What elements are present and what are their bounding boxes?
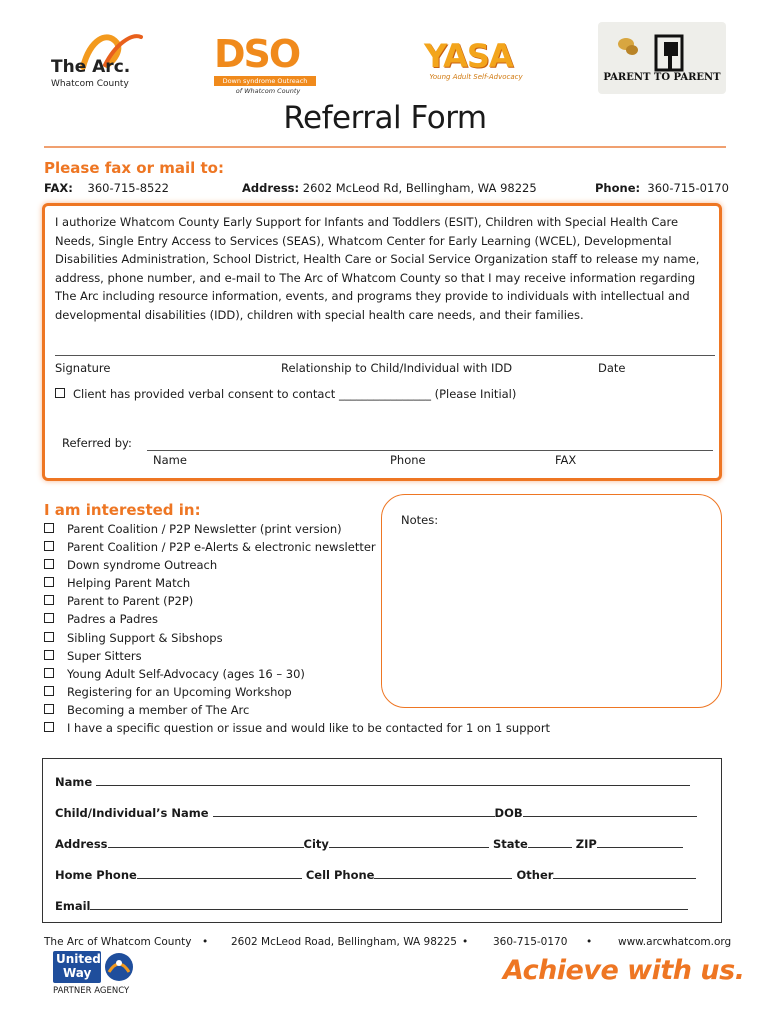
interest-checkbox[interactable] bbox=[44, 650, 54, 660]
arc-logo-name: The Arc. bbox=[51, 57, 131, 77]
address-value: 2602 McLeod Rd, Bellingham, WA 98225 bbox=[302, 181, 537, 195]
phone-line bbox=[595, 180, 729, 197]
referred-name-label: Name bbox=[153, 453, 187, 467]
list-item: Padres a Padres bbox=[44, 610, 550, 628]
address-field-label: Address bbox=[55, 837, 108, 851]
dso-logo-sub2: of Whatcom County bbox=[235, 87, 301, 95]
dso-logo-name: DSO bbox=[214, 32, 300, 76]
list-item: Sibling Support & Sibshops bbox=[44, 629, 550, 647]
the-arc-logo bbox=[45, 25, 155, 95]
name-field-label: Name bbox=[55, 775, 93, 789]
footer-phone: 360-715-0170 bbox=[493, 936, 568, 948]
zip-label: ZIP bbox=[575, 837, 597, 851]
bullet-icon: • bbox=[202, 936, 209, 948]
interest-checkbox[interactable] bbox=[44, 668, 54, 678]
verbal-consent-text: Client has provided verbal consent to contact ________________ (Please Initial) bbox=[73, 387, 517, 401]
dob-label: DOB bbox=[494, 806, 523, 820]
interest-checkbox[interactable] bbox=[44, 523, 54, 533]
footer-address: 2602 McLeod Road, Bellingham, WA 98225 bbox=[231, 936, 457, 948]
list-item: Registering for an Upcoming Workshop bbox=[44, 683, 550, 701]
dso-logo-sub: Down syndrome Outreach bbox=[222, 77, 308, 85]
fax-number: 360-715-8522 bbox=[87, 181, 169, 195]
address-field[interactable] bbox=[55, 837, 683, 851]
list-item: Parent to Parent (P2P) bbox=[44, 592, 550, 610]
yasa-logo bbox=[420, 35, 528, 90]
interest-checkbox[interactable] bbox=[44, 686, 54, 696]
p2p-logo-name: PARENT TO PARENT bbox=[603, 72, 721, 83]
interest-checkbox[interactable] bbox=[44, 613, 54, 623]
relationship-label: Relationship to Child/Individual with IDD bbox=[281, 361, 513, 375]
title-divider bbox=[44, 146, 726, 148]
signature-label: Signature bbox=[55, 361, 111, 375]
child-name-label: Child/Individual’s Name bbox=[55, 806, 209, 820]
united-way-word1: United bbox=[56, 952, 101, 966]
city-label: City bbox=[303, 837, 329, 851]
date-label: Date bbox=[598, 361, 626, 375]
fax-line bbox=[44, 180, 169, 197]
interest-checkbox[interactable] bbox=[44, 577, 54, 587]
united-way-word2: Way bbox=[63, 966, 92, 980]
verbal-consent-row bbox=[55, 386, 516, 403]
other-label: Other bbox=[516, 868, 554, 882]
bullet-icon: • bbox=[586, 936, 593, 948]
interest-checkbox[interactable] bbox=[44, 595, 54, 605]
list-item: Helping Parent Match bbox=[44, 574, 550, 592]
phone-value: 360-715-0170 bbox=[647, 181, 729, 195]
home-phone-label: Home Phone bbox=[55, 868, 137, 882]
list-item: Becoming a member of The Arc bbox=[44, 701, 550, 719]
list-item: Young Adult Self-Advocacy (ages 16 – 30) bbox=[44, 665, 550, 683]
parent-to-parent-logo bbox=[598, 22, 726, 94]
verbal-consent-checkbox[interactable] bbox=[55, 388, 65, 398]
interest-checkbox[interactable] bbox=[44, 704, 54, 714]
tagline: Achieve with us. bbox=[503, 955, 745, 986]
phone-label: Phone: bbox=[595, 181, 641, 195]
interest-checkbox[interactable] bbox=[44, 541, 54, 551]
state-label: State bbox=[492, 837, 528, 851]
name-field[interactable] bbox=[55, 775, 690, 789]
referred-by-label: Referred by: bbox=[62, 436, 132, 450]
interest-checkbox[interactable] bbox=[44, 722, 54, 732]
address-line bbox=[242, 180, 537, 197]
referred-fax-label: FAX bbox=[555, 453, 577, 467]
footer-web[interactable]: www.arcwhatcom.org bbox=[618, 936, 732, 948]
list-item: Super Sitters bbox=[44, 647, 550, 665]
email-field[interactable] bbox=[55, 899, 688, 913]
notes-label: Notes: bbox=[401, 513, 439, 527]
arc-logo-sub: Whatcom County bbox=[51, 79, 129, 89]
footer-org: The Arc of Whatcom County bbox=[44, 936, 192, 948]
referred-phone-label: Phone bbox=[390, 453, 426, 467]
list-item: Down syndrome Outreach bbox=[44, 556, 550, 574]
fax-label: FAX: bbox=[44, 181, 73, 195]
yasa-logo-name: YASA bbox=[424, 37, 513, 75]
email-label: Email bbox=[55, 899, 91, 913]
interest-checkbox[interactable] bbox=[44, 632, 54, 642]
dso-logo bbox=[210, 32, 320, 97]
united-way-logo bbox=[53, 951, 133, 985]
list-item: Parent Coalition / P2P e-Alerts & electronic newsletter bbox=[44, 538, 550, 556]
fax-mail-heading: Please fax or mail to: bbox=[44, 159, 224, 177]
interests-heading: I am interested in: bbox=[44, 501, 201, 519]
phone-fields[interactable] bbox=[55, 868, 696, 882]
cell-phone-label: Cell Phone bbox=[305, 868, 375, 882]
page-title: Referral Form bbox=[283, 100, 487, 136]
united-way-hand-icon bbox=[104, 952, 134, 982]
referred-by-line[interactable] bbox=[147, 450, 713, 451]
list-item: Parent Coalition / P2P Newsletter (print version) bbox=[44, 520, 550, 538]
list-item: I have a specific question or issue and would like to be contacted for 1 on 1 support bbox=[44, 719, 550, 737]
signature-line[interactable] bbox=[55, 355, 715, 356]
partner-agency-label: PARTNER AGENCY bbox=[53, 986, 130, 996]
bullet-icon: • bbox=[462, 936, 469, 948]
address-label: Address: bbox=[242, 181, 300, 195]
yasa-logo-sub: Young Adult Self-Advocacy bbox=[429, 73, 523, 81]
interest-checkbox[interactable] bbox=[44, 559, 54, 569]
child-name-field[interactable] bbox=[55, 806, 697, 820]
authorization-text: I authorize Whatcom County Early Support for Infants and Toddlers (ESIT), Children with Special Health Care Needs, Single Entry Access to Services (SEAS), Whatcom Center for Early Learning (WCEL), Developmental Disabilities Administration, School District, Health Care or Social Service Organization staff to release my name, address, phone number, and e-mail to The Arc of Whatcom County so that I may receive information regarding The Arc including resource information, events, and programs they provide to individuals with intellectual and developmental disabilities (IDD), children with special health care needs, and their families. bbox=[55, 215, 700, 322]
